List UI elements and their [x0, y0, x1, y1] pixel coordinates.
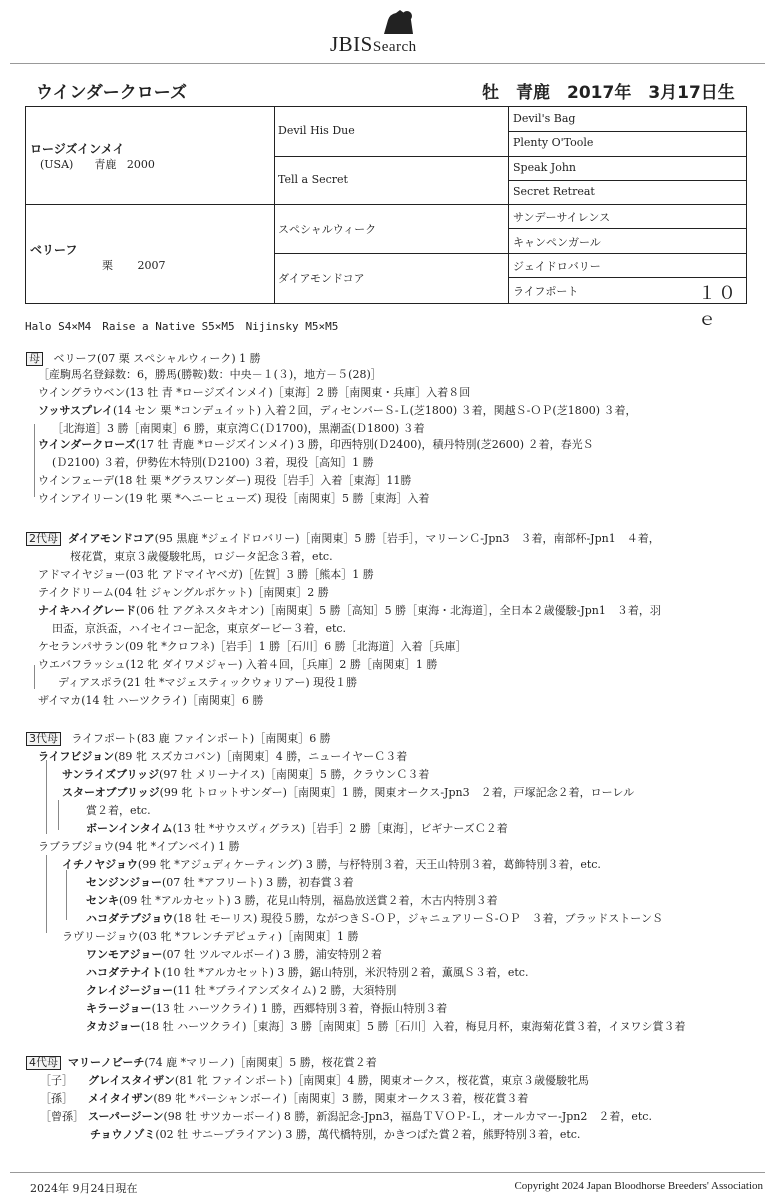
gen3-6[interactable]: キャンペンガール [513, 236, 601, 249]
generation-tag: 母 [26, 352, 43, 366]
jbis-logo[interactable] [330, 8, 460, 56]
record-text: ベリーフ(07 栗 スペシャルウィーク) 1 勝 [50, 352, 261, 365]
horse-link[interactable]: ライフビジョン [38, 750, 115, 763]
record-text: (10 牡 *アルカセット) 3 勝，鋸山特別，米沢特別２着，薫風Ｓ３着，etc. [162, 966, 529, 979]
record-text: (13 牡 *サウスヴィグラス)［岩手］2 勝［東海］，ビギナーズＣ２着 [172, 822, 508, 835]
family-line [40, 1090, 528, 1106]
family-line [38, 472, 411, 488]
record-text: (07 牡 ツルマルボーイ) 3 勝，浦安特別２着 [162, 948, 382, 961]
footer-copyright: Copyright 2024 Japan Bloodhorse Breeders' Association [514, 1180, 763, 1192]
gen3-7[interactable]: ジェイドロバリー [513, 260, 601, 273]
record-text: (13 牡 ハーツクライ) 1 勝，西郷特別３着，脊振山特別３着 [151, 1002, 448, 1015]
record-text: (02 牡 サニーブライアン) 3 勝，萬代橋特別，かきつばた賞２着，熊野特別３着，etc. [155, 1128, 581, 1141]
record-text: テイクドリーム(04 牡 ジャングルポケット)［南関東］2 勝 [38, 586, 329, 599]
family-line [86, 820, 508, 836]
horse-link[interactable]: サンライズブリッジ [62, 768, 160, 781]
horse-link[interactable]: ナイキハイグレード [38, 604, 137, 617]
gen3-8[interactable]: ライフポート [513, 285, 579, 298]
family-line [38, 366, 382, 382]
record-text: (06 牡 アグネスタキオン)［南関東］5 勝［高知］5 勝［東海・北海道］，全日本２歳優駿-Jpn1 ３着，羽 [136, 604, 661, 617]
record-text: (89 牝 *パーシャンボーイ)［南関東］3 勝，関東オークス３着，桜花賞３着 [153, 1092, 529, 1105]
gen3-3[interactable]: Speak John [513, 161, 577, 174]
sire-origin: (USA) 青鹿 2000 [40, 158, 155, 171]
record-text: (18 牡 ハーツクライ)［東海］3 勝［南関東］5 勝［石川］入着，梅見月杯，東海菊花賞３着，イヌワシ賞３着 [140, 1020, 686, 1033]
family-line [86, 964, 528, 980]
gen3-1[interactable]: Devil's Bag [513, 112, 576, 125]
record-text: (07 牡 *アフリート) 3 勝，初春賞３着 [161, 876, 354, 889]
record-text: (95 黒鹿 *ジェイドロバリー)［南関東］5 勝［岩手］，マリーンＣ-Jpn3 ３着，南部杯-Jpn1 ４着， [154, 532, 660, 545]
record-text: ライフポート(83 鹿 ファインポート)［南関東］6 勝 [68, 732, 331, 745]
family-line [86, 946, 382, 962]
tree-bar [46, 855, 47, 933]
tree-bar [34, 665, 35, 689]
horse-link[interactable]: グレイスタイザン [88, 1074, 175, 1087]
gen3-2[interactable]: Plenty O'Toole [513, 136, 594, 149]
family-line [62, 928, 359, 944]
record-text: 桜花賞，東京３歳優駿牝馬，ロジータ記念３着，etc. [70, 550, 333, 563]
record-text: 賞２着，etc. [86, 804, 151, 817]
section-header-line [26, 730, 331, 746]
horse-link[interactable]: タカジョー [86, 1020, 141, 1033]
family-line [40, 1072, 589, 1088]
relation-label: ［孫］ [40, 1092, 73, 1105]
section-header-line [26, 1054, 377, 1070]
horse-link[interactable]: クレイジージョー [86, 984, 174, 997]
tree-bar [46, 760, 47, 834]
record-text: ウエバフラッシュ(12 牝 ダイワメジャー) 入着４回，［兵庫］2 勝［南関東］1 勝 [38, 658, 438, 671]
record-text: (Ｄ2100) ３着，伊勢佐木特別(Ｄ2100) ３着，現役［高知］1 勝 [52, 456, 374, 469]
record-text: (09 牡 *アルカセット) 3 勝，花見山特別，福島放送賞２着，木古内特別３着 [119, 894, 498, 907]
record-text: ラヴリージョウ(03 牝 *フレンチデピュティ)［南関東］1 勝 [62, 930, 359, 943]
footer-divider [10, 1172, 765, 1173]
gen2-sire-sire[interactable]: Devil His Due [278, 124, 355, 137]
record-text: (97 牡 メリーナイス)［南関東］5 勝，クラウンＣ３着 [159, 768, 430, 781]
record-text: (14 セン 栗 *コンデュイット) 入着２回，ディセンバーＳ-Ｌ(芝1800) ３着，関越Ｓ-ＯＰ(芝1800) ３着， [113, 404, 637, 417]
dam-name[interactable]: ベリーフ [30, 243, 78, 257]
horse-link[interactable]: ワンモアジョー [86, 948, 163, 961]
family-line [38, 602, 661, 618]
relation-label: ［曾孫］ [40, 1110, 84, 1123]
footer-date: 2024年 9月24日現在 [30, 1182, 138, 1195]
record-text: 田盃，京浜盃，ハイセイコー記念，東京ダービー３着，etc. [52, 622, 347, 635]
record-text: (99 牝 *アジュディケーティング) 3 勝，与杼特別３着，天王山特別３着，葛飾特別３着，etc. [137, 858, 601, 871]
family-line [38, 584, 329, 600]
generation-tag: 2代母 [26, 532, 61, 546]
record-text: ウインフェーデ(18 牡 栗 *グラスワンダー) 現役［岩手］入着［東海］11勝 [38, 474, 412, 487]
horse-link[interactable]: マリーノビーチ [68, 1056, 145, 1069]
family-line [70, 548, 333, 564]
record-text: ケセランパサラン(09 牝 *クロフネ)［岩手］1 勝［石川］6 勝［北海道］入着［兵庫］ [38, 640, 467, 653]
relation-label: ［子］ [40, 1074, 73, 1087]
gen2-dam-dam[interactable]: ダイアモンドコア [278, 272, 365, 285]
gen2-sire-dam[interactable]: Tell a Secret [278, 173, 348, 186]
horse-name: ウインダークローズ [36, 83, 187, 103]
family-line [58, 674, 357, 690]
record-text: ウインアイリーン(19 牝 栗 *ヘニーヒューズ) 現役［南関東］5 勝［東海］入着 [38, 492, 430, 505]
family-number: １０ｅ [698, 283, 738, 330]
horse-link[interactable]: センキ [86, 894, 119, 907]
record-text: ラブラブジョウ(94 牝 *イブンベイ) 1 勝 [38, 840, 240, 853]
record-text: ザイマカ(14 牡 ハーツクライ)［南関東］6 勝 [38, 694, 264, 707]
record-text: (17 牡 青鹿 *ロージズインメイ) 3 勝，印西特別(Ｄ2400)，積丹特別(芝2600) ２着，春光Ｓ [135, 438, 594, 451]
gen3-5[interactable]: サンデーサイレンス [513, 211, 611, 224]
horse-link[interactable]: ウインダークローズ [38, 438, 136, 451]
horse-link[interactable]: メイタイザン [88, 1092, 154, 1105]
family-line [38, 838, 240, 854]
dam-info: 栗 2007 [102, 259, 166, 272]
family-line [38, 656, 437, 672]
family-line [86, 982, 396, 998]
tree-bar [58, 800, 59, 830]
family-line [62, 856, 601, 872]
record-text: ［産駒馬名登録数：6，勝馬(勝鞍)数：中央－１(３)，地方－５(28)］ [38, 368, 382, 381]
generation-tag: 4代母 [26, 1056, 61, 1070]
record-text: (81 牝 ファインポート)［南関東］4 勝，関東オークス，桜花賞，東京３歳優駿牝馬 [174, 1074, 589, 1087]
family-line [38, 436, 594, 452]
horse-link[interactable]: イチノヤジョウ [62, 858, 138, 871]
horse-link[interactable]: センジンジョー [86, 876, 162, 889]
family-line [38, 402, 636, 418]
horse-link[interactable]: キラージョー [86, 1002, 152, 1015]
section-header-line [26, 530, 660, 546]
family-line [52, 420, 425, 436]
sire-name[interactable]: ロージズインメイ [30, 142, 125, 156]
family-line [38, 638, 467, 654]
family-line [86, 802, 151, 818]
family-line [38, 384, 470, 400]
record-text: アドマイヤジョー(03 牝 アドマイヤベガ)［佐賀］3 勝［熊本］1 勝 [38, 568, 374, 581]
family-line [40, 1108, 652, 1124]
tree-bar [66, 870, 67, 920]
record-text: ウイングラウベン(13 牡 青 *ロージズインメイ)［東海］2 勝［南関東・兵庫］入着８回 [38, 386, 471, 399]
horse-link[interactable]: ボーンインタイム [86, 822, 173, 835]
record-text: (11 牡 *ブライアンズタイム) 2 勝，大須特別 [173, 984, 397, 997]
record-text: ディアスポラ(21 牡 *マジェスティックウォリアー) 現役１勝 [58, 676, 358, 689]
record-text: (18 牡 モーリス) 現役５勝，ながつきＳ-ＯＰ，ジャニュアリーＳ-ＯＰ ３着，ブラッドストーンＳ [173, 912, 663, 925]
family-line [62, 766, 429, 782]
gen2-dam-sire[interactable]: スペシャルウィーク [278, 223, 377, 236]
horse-link[interactable]: スターオブブリッジ [62, 786, 160, 799]
family-line [38, 566, 374, 582]
family-line [38, 748, 407, 764]
family-line [90, 1126, 580, 1142]
horse-info: 牡 青鹿 2017年 3月17日生 [482, 83, 735, 103]
tree-bar [34, 424, 35, 454]
horse-link[interactable]: ハコダテナイト [86, 966, 163, 979]
family-line [86, 892, 498, 908]
record-text: (98 牡 サツカーボーイ) 8 勝，新潟記念-Jpn3，福島ＴＶＯＰ-Ｌ，オールカマー-Jpn2 ２着，etc. [163, 1110, 652, 1123]
family-line [62, 784, 634, 800]
gen3-4[interactable]: Secret Retreat [513, 185, 595, 198]
record-text: (99 牝 トロットサンダー)［南関東］1 勝，関東オークス-Jpn3 ２着，戸塚記念２着，ローレル [159, 786, 635, 799]
family-line [86, 1000, 447, 1016]
horse-link[interactable]: ハコダテブジョウ [86, 912, 174, 925]
family-line [52, 620, 346, 636]
family-line [86, 874, 354, 890]
family-line [52, 454, 374, 470]
family-line [86, 1018, 685, 1034]
record-text: ［北海道］3 勝［南関東］6 勝，東京湾Ｃ(Ｄ1700)，黒潮盃(Ｄ1800) ３着 [52, 422, 425, 435]
family-line [38, 692, 263, 708]
horse-link[interactable]: スーパージーン [88, 1110, 164, 1123]
record-text: (89 牝 スズカコバン)［南関東］4 勝，ニューイヤーＣ３着 [114, 750, 408, 763]
generation-tag: 3代母 [26, 732, 61, 746]
tree-bar [34, 453, 35, 497]
section-header-line [26, 350, 261, 366]
inbreeding-info: Halo S4×M4 Raise a Native S5×M5 Nijinsky M5×M5 [25, 320, 339, 333]
horse-link[interactable]: ソッサスプレイ [38, 404, 114, 417]
record-text: (74 鹿 *マリーノ)［南関東］5 勝，桜花賞２着 [144, 1056, 377, 1069]
family-line [38, 490, 429, 506]
logo-text: JBISSearch [330, 32, 417, 56]
horse-link[interactable]: ダイアモンドコア [68, 532, 155, 545]
header-divider [10, 63, 765, 64]
horse-link[interactable]: チョウノゾミ [90, 1128, 156, 1141]
family-line [86, 910, 663, 926]
